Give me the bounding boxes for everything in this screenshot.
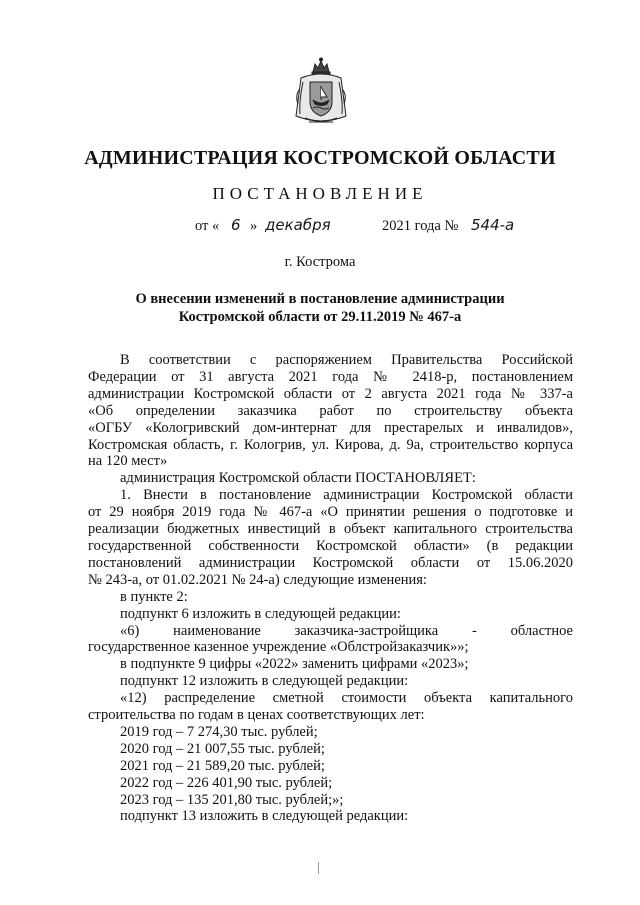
body-line: строительства по годам в ценах соответствующих лет: [88,707,425,724]
document-subject [110,290,530,326]
body-line: постановлений администрации Костромской области от 15.06.2020 [88,554,573,571]
date-prefix: от « [195,218,220,234]
handwritten-number: 544-а [471,216,515,234]
body-line: администрации Костромской области от 2 августа 2021 года № 337-а [88,385,573,402]
body-line: 2019 год – 7 274,30 тыс. рублей; [120,723,318,740]
body-line: 2021 год – 21 589,20 тыс. рублей; [120,757,325,774]
body-line: администрация Костромской области ПОСТАНОВЛЯЕТ: [120,470,476,487]
body-line: государственное казенное учреждение «Облстройзаказчик»»; [88,639,469,656]
body-line: подпункт 12 изложить в следующей редакции: [120,673,409,690]
handwritten-month: декабря [265,216,331,234]
body-line: 2020 год – 21 007,55 тыс. рублей; [120,740,325,757]
body-line: на 120 мест» [88,453,168,470]
body-line: подпункт 6 изложить в следующей редакции: [120,605,401,622]
body-line: в подпункте 9 цифры «2022» заменить цифрами «2023»; [120,656,469,673]
body-line: «ОГБУ «Кологривский дом-интернат для престарелых и инвалидов», [88,419,573,436]
body-line: 2023 год – 135 201,80 тыс. рублей;»; [120,791,344,808]
body-line: «Об определении заказчика работ по строительству объекта [88,402,573,419]
body-line: Федерации от 31 августа 2021 года № 2418-р, постановлением [88,368,573,385]
date-number-line [0,218,640,242]
body-line: подпункт 13 изложить в следующей редакции: [120,808,409,825]
city: г. Кострома [284,254,356,270]
coat-of-arms-emblem [291,56,351,130]
body-line: от 29 ноября 2019 года № 467-а «О принятии решения о подготовке и [88,504,573,521]
date-mid: » [250,218,258,234]
body-line: «6) наименование заказчика-застройщика - областное [120,622,573,639]
subject-line: Костромской области от 29.11.2019 № 467-а [178,309,462,325]
subject-line: О внесении изменений в постановление администрации [135,291,505,307]
document-type: ПОСТАНОВЛЕНИЕ [212,184,428,203]
body-line: Костромская область, г. Кологрив, ул. Кирова, д. 9а, строительство корпуса [88,436,573,453]
body-line: реализации бюджетных инвестиций в объект капитального строительства [88,521,573,538]
body-line: государственной собственности Костромской области» (в редакции [88,537,573,554]
handwritten-day: 6 [231,216,241,234]
page-marker [318,862,319,874]
body-line: 2022 год – 226 401,90 тыс. рублей; [120,774,333,791]
body-line: В соответствии с распоряжением Правительства Российской [120,352,573,368]
year-and-number-label: 2021 года № [382,218,459,234]
body-line: № 243-а, от 01.02.2021 № 24-а) следующие изменения: [88,571,427,588]
organization-title: АДМИНИСТРАЦИЯ КОСТРОМСКОЙ ОБЛАСТИ [84,147,556,169]
body-line: в пункте 2: [120,588,188,605]
body-line: 1. Внести в постановление администрации Костромской области [120,487,573,504]
document-body [88,352,573,825]
body-line: «12) распределение сметной стоимости объекта капитального [120,690,573,707]
